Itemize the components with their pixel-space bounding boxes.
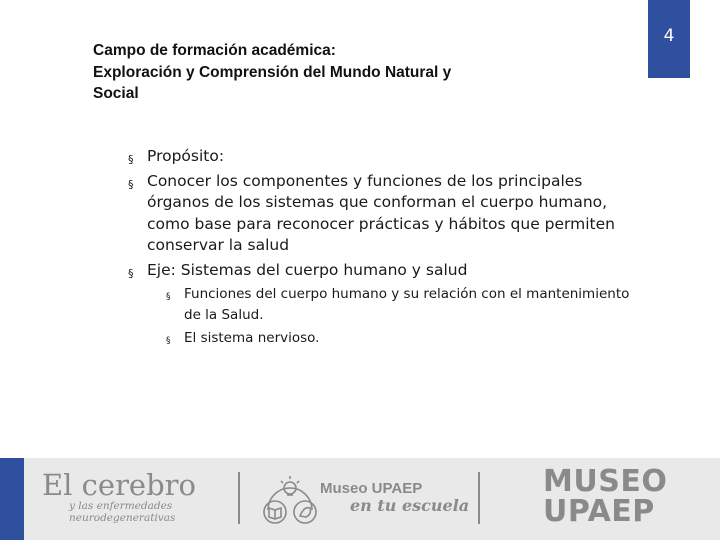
sub-bullet-list xyxy=(166,284,668,349)
museo-upaep-line: MUSEO xyxy=(543,464,668,499)
museo-upaep-line: UPAEP xyxy=(543,494,655,529)
page-number: 4 xyxy=(663,26,675,46)
sub-bullet-marker-icon: § xyxy=(166,292,171,302)
bullet-text: Propósito: xyxy=(147,147,225,165)
cerebro-logo-subtitle: y las enfermedades xyxy=(69,500,173,512)
slide-title-line: Exploración y Comprensión del Mundo Natural y xyxy=(93,63,452,81)
bullet-text-line: conservar la salud xyxy=(147,236,290,254)
sub-bullet-text-line: de la Salud. xyxy=(184,307,264,323)
bullet-eje xyxy=(128,260,668,282)
bullet-conocer xyxy=(128,171,668,257)
cerebro-logo-title: El cerebro xyxy=(42,468,196,502)
arc-icon xyxy=(268,488,312,510)
footer-divider xyxy=(238,472,240,524)
bullet-text-line: órganos de los sistemas que conforman el cuerpo humano, xyxy=(147,193,608,211)
book-icon xyxy=(264,501,286,523)
slide-title xyxy=(93,40,553,105)
museo-escuela-title: Museo UPAEP xyxy=(320,480,423,497)
footer-divider xyxy=(478,472,480,524)
bullet-marker-icon: § xyxy=(128,177,134,191)
museo-upaep-logo xyxy=(543,464,668,529)
sub-bullet-marker-icon: § xyxy=(166,336,171,346)
bullet-proposito xyxy=(128,146,668,168)
museo-icons-cluster xyxy=(260,470,320,535)
cerebro-logo xyxy=(42,470,196,524)
bullet-text-line: como base para reconocer prácticas y hábitos que permiten xyxy=(147,214,615,233)
slide-content xyxy=(128,146,668,351)
slide-title-line: Campo de formación académica: xyxy=(93,42,336,59)
lightbulb-icon xyxy=(281,476,299,495)
palette-icon xyxy=(294,501,316,523)
bullet-marker-icon: § xyxy=(128,266,134,280)
page-number-badge xyxy=(648,0,690,78)
slide-title-line: Social xyxy=(93,85,139,102)
bullet-marker-icon: § xyxy=(128,153,134,166)
cerebro-logo-subtitle: neurodegenerativas xyxy=(69,512,176,524)
bullet-text: Eje: Sistemas del cuerpo humano y salud xyxy=(147,260,468,279)
museo-escuela-subtitle: en tu escuela xyxy=(350,496,470,515)
sub-bullet-text: El sistema nervioso. xyxy=(184,330,320,346)
sub-bullet-text-line: Funciones del cuerpo humano y su relación con el mantenimiento xyxy=(184,286,630,302)
footer-accent-bar xyxy=(0,458,24,540)
museo-escuela-logo xyxy=(320,480,469,515)
sub-bullet-sistema-nervioso xyxy=(166,328,686,349)
sub-bullet-funciones xyxy=(166,284,686,326)
bullet-text-line: Conocer los componentes y funciones de los principales xyxy=(147,171,583,190)
